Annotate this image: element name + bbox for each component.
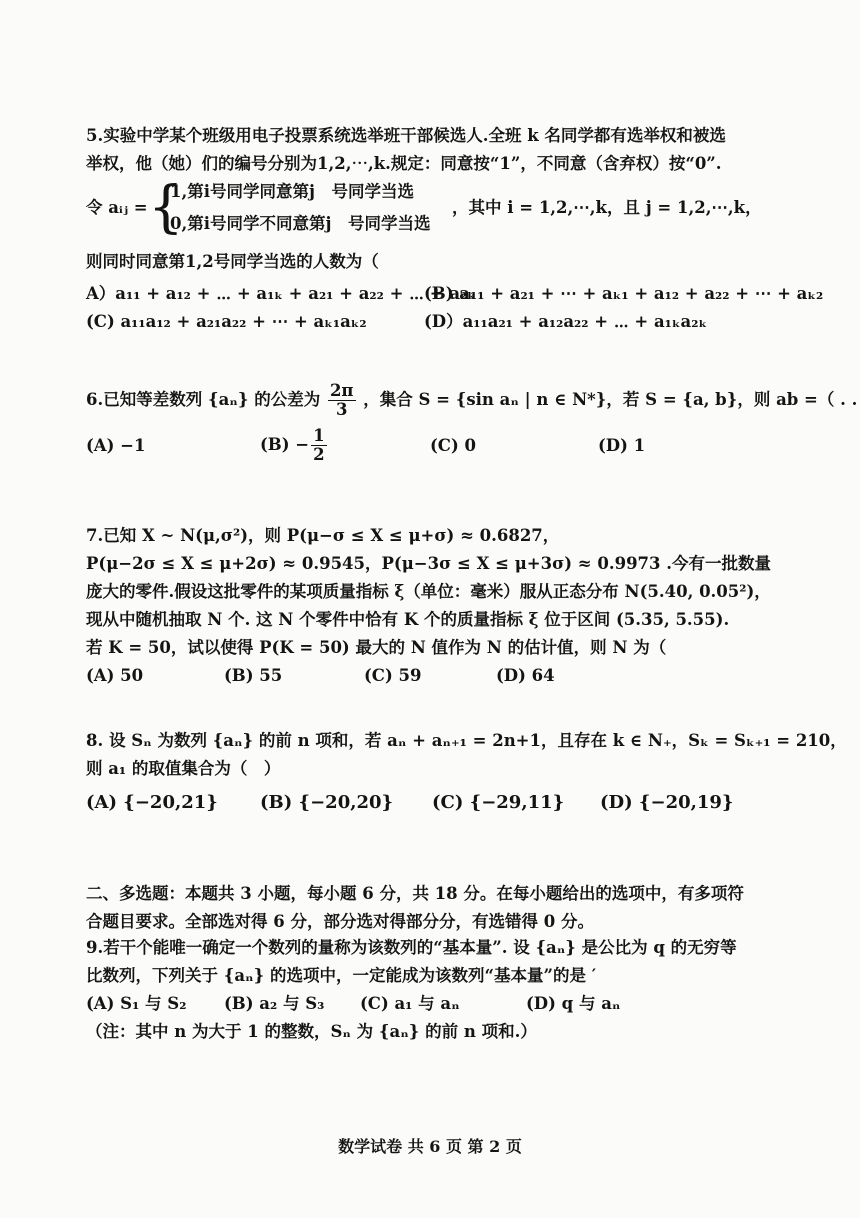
q5-lhs: 令 aᵢⱼ =	[86, 198, 148, 217]
q6-option-b-prefix: (B) −	[260, 435, 310, 454]
q5-line2: 举权，他（她）们的编号分别为1,2,⋯,k.规定：同意按“1”，不同意（含弃权）按“0”.	[86, 154, 722, 173]
q9-note: （注：其中 n 为大于 1 的整数，Sₙ 为 {aₙ} 的前 n 项和.）	[86, 1022, 537, 1041]
q9-line1: 9.若干个能唯一确定一个数列的量称为该数列的“基本量”. 设 {aₙ} 是公比为 q 的无穷等	[86, 938, 737, 957]
q6-option-b	[260, 427, 430, 464]
q6-prefix: 6.已知等差数列 {aₙ} 的公差为	[86, 390, 321, 409]
q9-option-d: (D) q 与 aₙ	[526, 994, 621, 1013]
section-2-line2: 合题目要求。全部选对得 6 分，部分选对得部分分，有选错得 0 分。	[86, 912, 594, 931]
left-brace-icon: {	[148, 175, 184, 240]
question-8	[86, 727, 847, 817]
q9-option-c: (C) a₁ 与 aₙ	[360, 994, 460, 1013]
q7-option-b: (B) 55	[224, 666, 283, 685]
q5-case2: 0,第i号同学不同意第j 号同学当选	[170, 214, 431, 233]
q5-option-d: (D）a₁₁a₂₁ + a₁₂a₂₂ + ⋯ + a₁ₖa₂ₖ	[424, 312, 708, 331]
q9-line2: 比数列，下列关于 {aₙ} 的选项中，一定能成为该数列“基本量”的是 ′	[86, 966, 597, 985]
section-2-line1: 二、多选题：本题共 3 小题，每小题 6 分，共 18 分。在每小题给出的选项中，有多项符	[86, 884, 744, 903]
q7-line4: 现从中随机抽取 N 个. 这 N 个零件中恰有 K 个的质量指标 ξ 位于区间 (5.35, 5.55).	[86, 610, 730, 629]
q6-stem	[86, 381, 858, 419]
q5-piecewise	[86, 175, 786, 242]
q5-case1: 1,第i号同学同意第j 号同学当选	[170, 182, 414, 201]
q6-suffix: ，集合 S = {sin aₙ | n ∈ N*}，若 S = {a, b}，则 ab =（ . .	[363, 390, 858, 409]
q8-option-b: (B) {−20,20}	[260, 792, 394, 813]
q5-line1: 5.实验中学某个班级用电子投票系统选举班干部候选人.全班 k 名同学都有选举权和被选	[86, 126, 726, 145]
question-5	[86, 122, 824, 336]
q6-frac-den: 3	[335, 400, 348, 419]
q5-options-row1	[86, 280, 824, 308]
question-7	[86, 522, 786, 690]
q6-fraction	[328, 382, 356, 419]
q6-option-b-fraction	[311, 427, 326, 464]
q5-option-b: (B) a₁₁ + a₂₁ + ⋯ + aₖ₁ + a₁₂ + a₂₂ + ⋯ + aₖ₂	[424, 284, 824, 303]
q7-option-a: (A) 50	[86, 666, 144, 685]
section-2-heading	[86, 880, 776, 936]
q7-option-d: (D) 64	[496, 666, 555, 685]
q6-option-c: (C) 0	[430, 435, 476, 455]
q5-line4: 则同时同意第1,2号同学当选的人数为（	[86, 252, 379, 271]
question-9	[86, 934, 786, 1046]
q6-option-a: (A) −1	[86, 435, 146, 455]
q7-line3: 庞大的零件.假设这批零件的某项质量指标 ξ（单位：毫米）服从正态分布 N(5.40, 0.05²)，	[86, 582, 771, 601]
q9-options	[86, 990, 786, 1018]
q8-options	[86, 789, 786, 817]
q9-option-b: (B) a₂ 与 S₃	[224, 994, 325, 1013]
q6-option-b-den: 2	[313, 445, 325, 464]
q8-option-a: (A) {−20,21}	[86, 792, 218, 813]
q6-options	[86, 427, 786, 464]
q8-line1: 8. 设 Sₙ 为数列 {aₙ} 的前 n 项和，若 aₙ + aₙ₊₁ = 2n+1，且存在 k ∈ N₊，Sₖ = Sₖ₊₁ = 210，	[86, 731, 847, 750]
q7-line2: P(μ−2σ ≤ X ≤ μ+2σ) ≈ 0.9545，P(μ−3σ ≤ X ≤ μ+3σ) ≈ 0.9973 .今有一批数量	[86, 554, 772, 573]
q8-option-d: (D) {−20,19}	[600, 792, 734, 813]
q6-option-b-num: 1	[313, 426, 325, 445]
q7-line5: 若 K = 50，试以使得 P(K = 50) 最大的 N 值作为 N 的估计值，则 N 为（	[86, 638, 667, 657]
question-6	[86, 381, 858, 464]
q5-option-a: A）a₁₁ + a₁₂ + ⋯ + a₁ₖ + a₂₁ + a₂₂ + ⋯ + a₂ₖ	[86, 284, 476, 303]
q6-frac-num: 2π	[329, 381, 354, 400]
q7-line1: 7.已知 X ~ N(μ,σ²)，则 P(μ−σ ≤ X ≤ μ+σ) ≈ 0.6827，	[86, 526, 560, 545]
q9-option-a: (A) S₁ 与 S₂	[86, 994, 187, 1013]
q6-option-d: (D) 1	[598, 435, 646, 455]
q5-option-c: (C) a₁₁a₁₂ + a₂₁a₂₂ + ⋯ + aₖ₁aₖ₂	[86, 312, 367, 331]
q5-rhs: ，其中 i = 1,2,⋯,k，且 j = 1,2,⋯,k，	[452, 198, 762, 217]
q8-option-c: (C) {−29,11}	[432, 792, 565, 813]
page-footer: 数学试卷 共 6 页 第 2 页	[338, 1137, 522, 1156]
q8-line2: 则 a₁ 的取值集合为（ ）	[86, 759, 281, 778]
q7-options	[86, 662, 786, 690]
q7-option-c: (C) 59	[364, 666, 422, 685]
q5-options-row2	[86, 308, 786, 336]
